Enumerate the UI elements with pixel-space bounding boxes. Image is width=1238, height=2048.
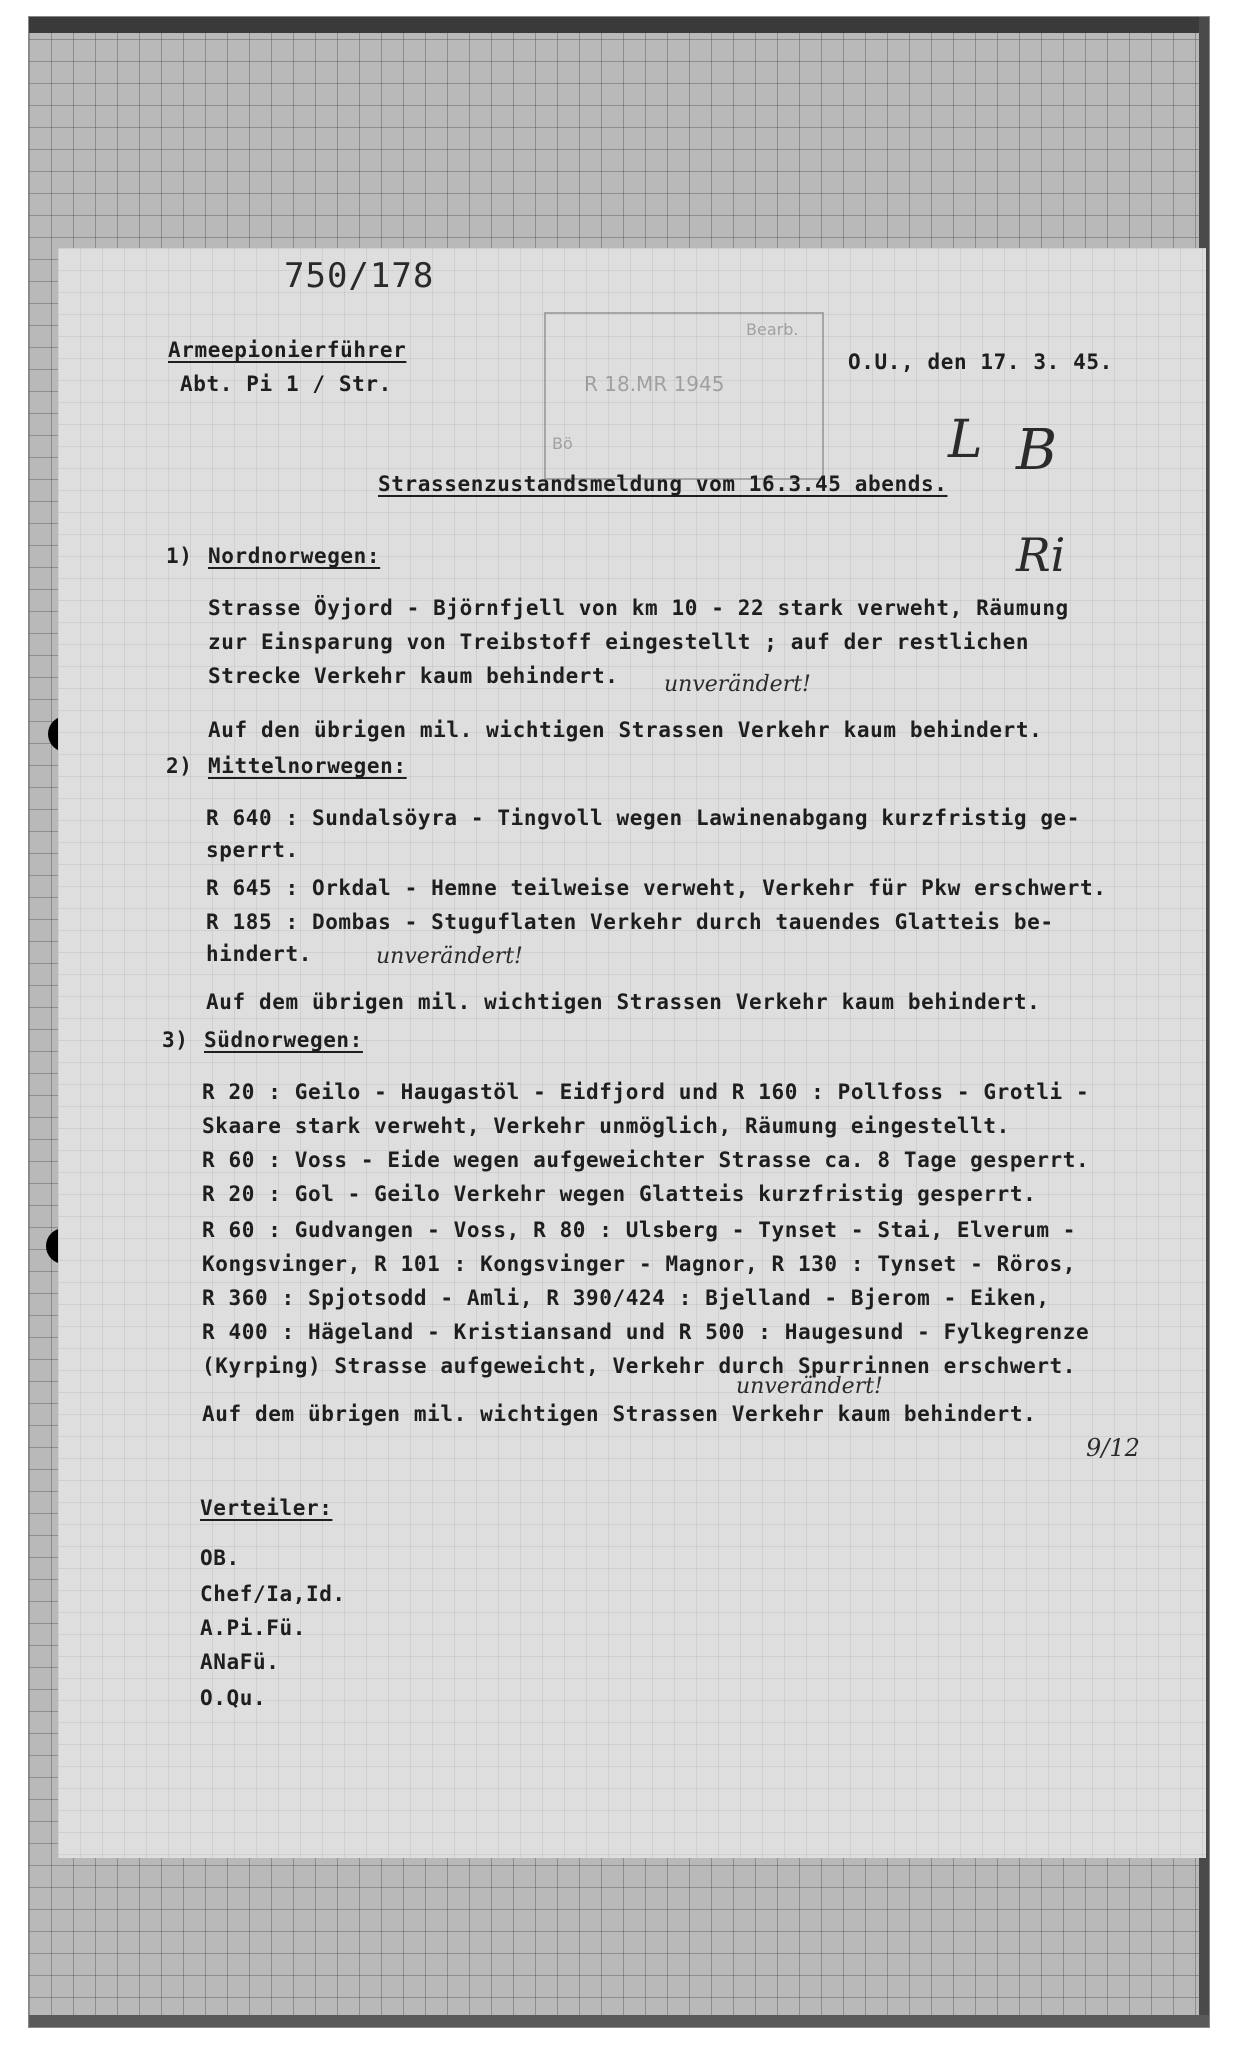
closing-line: Auf dem übrigen mil. wichtigen Strassen Verkehr kaum behindert. bbox=[206, 990, 1041, 1014]
body-line: R 185 : Dombas - Stuguflaten Verkehr durch tauendes Glatteis be- bbox=[206, 910, 1054, 934]
body-line: Skaare stark verweht, Verkehr unmöglich, Räumung eingestellt. bbox=[202, 1114, 1010, 1138]
distribution-item: Chef/Ia,Id. bbox=[200, 1582, 346, 1606]
section-number: 2) bbox=[166, 754, 193, 778]
handwritten-initial: L bbox=[948, 410, 983, 470]
body-line: zur Einsparung von Treibstoff eingestellt ; auf der restlichen bbox=[208, 630, 1030, 654]
body-line: R 60 : Voss - Eide wegen aufgeweichter Strasse ca. 8 Tage gesperrt. bbox=[202, 1148, 1090, 1172]
body-line: R 400 : Hägeland - Kristiansand und R 500 : Haugesund - Fylkegrenze bbox=[202, 1320, 1090, 1344]
handwritten-note: unverändert! bbox=[664, 672, 811, 697]
section-number: 1) bbox=[166, 544, 193, 568]
body-line: hindert. bbox=[206, 942, 312, 966]
body-line: R 20 : Geilo - Haugastöl - Eidfjord und R 160 : Pollfoss - Grotli - bbox=[202, 1080, 1090, 1104]
distribution-item: A.Pi.Fü. bbox=[200, 1616, 306, 1640]
section-heading: Südnorwegen: bbox=[204, 1028, 363, 1052]
distribution-item: ANaFü. bbox=[200, 1650, 280, 1674]
scan-top-edge bbox=[29, 17, 1209, 33]
body-line: Kongsvinger, R 101 : Kongsvinger - Magnor, R 130 : Tynset - Röros, bbox=[202, 1252, 1077, 1276]
body-line: (Kyrping) Strasse aufgeweicht, Verkehr durch Spurrinnen erschwert. bbox=[202, 1354, 1077, 1378]
document-number: 750/178 bbox=[284, 256, 435, 296]
scan-bottom-edge bbox=[29, 2015, 1209, 2027]
distribution-heading: Verteiler: bbox=[200, 1496, 333, 1520]
body-line: Strasse Öyjord - Björnfjell von km 10 - 22 stark verweht, Räumung bbox=[208, 596, 1069, 620]
received-stamp bbox=[544, 312, 824, 480]
body-line: R 645 : Orkdal - Hemne teilweise verweht, Verkehr für Pkw erschwert. bbox=[206, 876, 1107, 900]
closing-line: Auf den übrigen mil. wichtigen Strassen Verkehr kaum behindert. bbox=[208, 718, 1043, 742]
place-date: O.U., den 17. 3. 45. bbox=[848, 350, 1113, 374]
distribution-item: O.Qu. bbox=[200, 1686, 267, 1710]
stamp-label: Bearb. bbox=[746, 320, 799, 339]
stamp-date: R 18.MR 1945 bbox=[584, 372, 725, 396]
sender-department: Abt. Pi 1 / Str. bbox=[180, 372, 392, 396]
subject-line: Strassenzustandsmeldung vom 16.3.45 abends. bbox=[378, 472, 948, 496]
handwritten-note: unverändert! bbox=[376, 944, 523, 969]
body-line: R 20 : Gol - Geilo Verkehr wegen Glatteis kurzfristig gesperrt. bbox=[202, 1182, 1037, 1206]
sender-unit: Armeepionierführer bbox=[168, 338, 407, 362]
section-heading: Mittelnorwegen: bbox=[208, 754, 407, 778]
body-line: Strecke Verkehr kaum behindert. bbox=[208, 664, 619, 688]
closing-line: Auf dem übrigen mil. wichtigen Strassen Verkehr kaum behindert. bbox=[202, 1402, 1037, 1426]
handwritten-mark: 9/12 bbox=[1086, 1434, 1140, 1462]
handwritten-initial: B bbox=[1016, 418, 1058, 483]
handwritten-initial: Ri bbox=[1016, 528, 1066, 582]
body-line: R 360 : Spjotsodd - Amli, R 390/424 : Bjelland - Bjerom - Eiken, bbox=[202, 1286, 1050, 1310]
body-line: R 640 : Sundalsöyra - Tingvoll wegen Lawinenabgang kurzfristig ge- bbox=[206, 806, 1081, 830]
section-heading: Nordnorwegen: bbox=[208, 544, 381, 568]
section-number: 3) bbox=[162, 1028, 189, 1052]
body-line: sperrt. bbox=[206, 838, 299, 862]
stamp-mark: Bö bbox=[552, 434, 573, 453]
body-line: R 60 : Gudvangen - Voss, R 80 : Ulsberg - Tynset - Stai, Elverum - bbox=[202, 1218, 1077, 1242]
handwritten-note: unverändert! bbox=[736, 1374, 883, 1399]
distribution-item: OB. bbox=[200, 1546, 240, 1570]
